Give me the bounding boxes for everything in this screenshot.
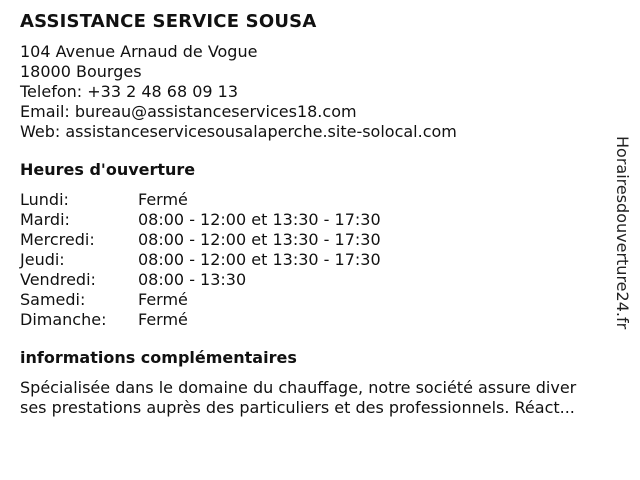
hours-table [20,190,610,330]
day-label: Lundi: [20,190,69,209]
phone-line: Telefon: +33 2 48 68 09 13 [20,82,239,101]
business-card [20,10,610,418]
day-hours: Fermé [138,310,188,329]
hours-row-samedi [20,290,610,310]
hours-row-jeudi [20,250,610,270]
hours-row-lundi [20,190,610,210]
hours-row-dimanche [20,310,610,330]
info-text-line-2: ses prestations auprès des particuliers et des professionnels. Réact... [20,398,575,417]
hours-row-mercredi [20,230,610,250]
day-label: Mardi: [20,210,70,229]
day-hours: Fermé [138,290,188,309]
day-label: Mercredi: [20,230,95,249]
info-text-line-1: Spécialisée dans le domaine du chauffage, notre société assure diver [20,378,577,397]
day-hours: Fermé [138,190,188,209]
day-label: Jeudi: [20,250,65,269]
day-label: Samedi: [20,290,86,309]
day-label: Vendredi: [20,270,96,289]
email-line: Email: bureau@assistanceservices18.com [20,102,357,121]
web-line: Web: assistanceservicesousalaperche.site-solocal.com [20,122,457,141]
info-heading: informations complémentaires [20,348,297,367]
address-line-1: 104 Avenue Arnaud de Vogue [20,42,258,61]
hours-row-mardi [20,210,610,230]
business-name: ASSISTANCE SERVICE SOUSA [20,11,317,32]
hours-row-vendredi [20,270,610,290]
day-hours: 08:00 - 12:00 et 13:30 - 17:30 [138,250,381,269]
hours-heading: Heures d'ouverture [20,160,196,179]
day-hours: 08:00 - 13:30 [138,270,247,289]
day-label: Dimanche: [20,310,107,329]
address-line-2: 18000 Bourges [20,62,142,81]
watermark-text: Horairesdouverture24.fr [613,136,632,330]
day-hours: 08:00 - 12:00 et 13:30 - 17:30 [138,230,381,249]
day-hours: 08:00 - 12:00 et 13:30 - 17:30 [138,210,381,229]
